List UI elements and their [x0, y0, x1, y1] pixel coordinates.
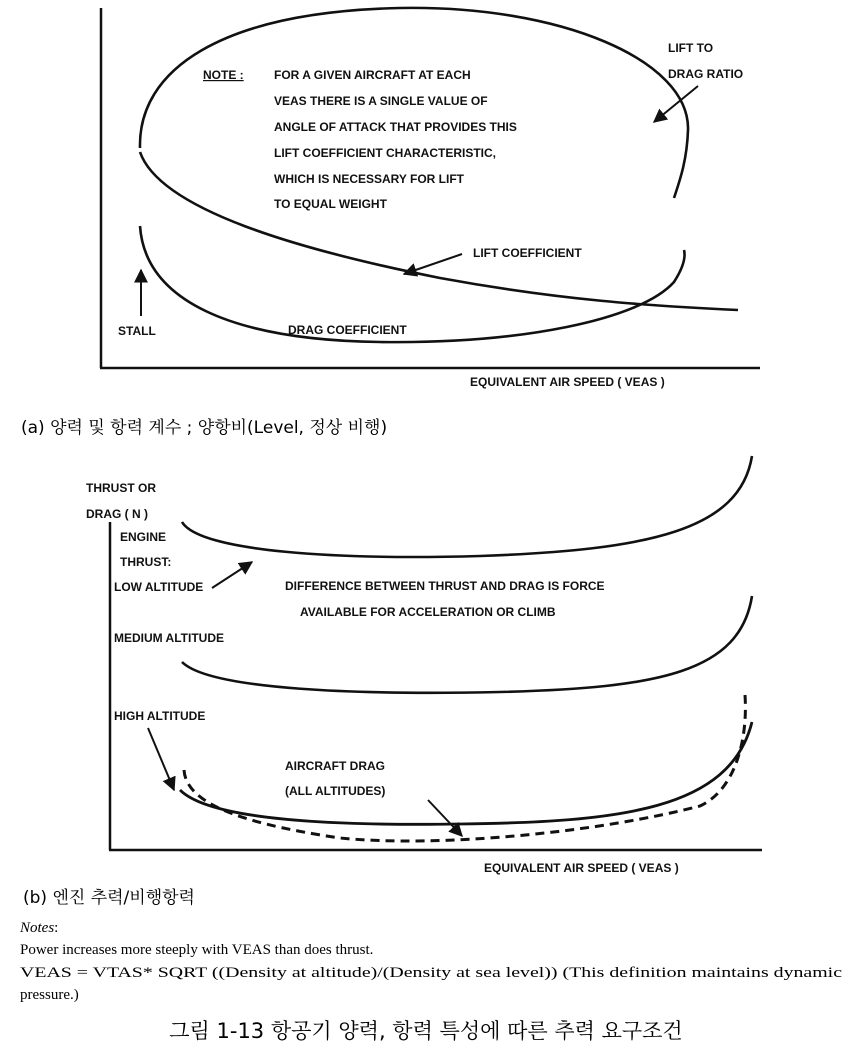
- diagram-a-x-label: EQUIVALENT AIR SPEED ( VEAS ): [470, 375, 665, 389]
- note-line-5: WHICH IS NECESSARY FOR LIFT: [274, 172, 465, 186]
- low-altitude-thrust-curve: [182, 456, 752, 557]
- low-altitude-label: LOW ALTITUDE: [114, 580, 204, 594]
- aircraft-drag-arrow: [428, 800, 462, 836]
- notes-line-3: pressure.): [20, 987, 79, 1003]
- note-line-6: TO EQUAL WEIGHT: [274, 197, 387, 211]
- engine-thrust-label-1: ENGINE: [120, 530, 167, 544]
- note-line-3: ANGLE OF ATTACK THAT PROVIDES THIS: [274, 120, 517, 134]
- diagram-b-y-label-1: THRUST OR: [86, 481, 156, 495]
- engine-thrust-label-2: THRUST:: [120, 555, 172, 569]
- high-altitude-arrow: [148, 728, 174, 790]
- ld-ratio-label-2: DRAG RATIO: [668, 67, 744, 81]
- stall-label: STALL: [118, 324, 156, 338]
- note-line-4: LIFT COEFFICIENT CHARACTERISTIC,: [274, 146, 496, 160]
- diagram-b-x-label: EQUIVALENT AIR SPEED ( VEAS ): [484, 861, 679, 875]
- diagram-a: [21, 8, 760, 438]
- notes-line-2: VEAS = VTAS* SQRT ((Density at altitude)/(Density at sea level)) (This definition maintains dynamic: [20, 965, 843, 981]
- note-line-2: VEAS THERE IS A SINGLE VALUE OF: [274, 94, 488, 108]
- drag-coefficient-label: DRAG COEFFICIENT: [288, 323, 407, 337]
- notes-line-1: Power increases more steeply with VEAS than does thrust.: [20, 942, 374, 958]
- diagram-b-caption: (b) 엔진 추력/비행항력: [23, 888, 195, 908]
- note-heading: NOTE :: [203, 68, 244, 82]
- figure-title: 그림 1-13 항공기 양력, 항력 특성에 따른 추력 요구조건: [169, 1019, 683, 1043]
- drag-coefficient-curve: [140, 226, 685, 342]
- diagram-b: [23, 456, 762, 908]
- difference-label-2: AVAILABLE FOR ACCELERATION OR CLIMB: [300, 605, 556, 619]
- aircraft-drag-curve: [184, 695, 745, 841]
- aircraft-drag-label-1: AIRCRAFT DRAG: [285, 759, 385, 773]
- high-altitude-thrust-curve: [180, 722, 752, 824]
- diagram-b-y-label-2: DRAG ( N ): [86, 507, 148, 521]
- lift-coefficient-label: LIFT COEFFICIENT: [473, 246, 582, 260]
- diagram-a-caption: (a) 양력 및 항력 계수 ; 양항비(Level, 정상 비행): [21, 418, 388, 438]
- lift-coefficient-arrow: [404, 254, 462, 274]
- aircraft-drag-label-2: (ALL ALTITUDES): [285, 784, 386, 798]
- notes-heading-line: [19, 920, 58, 936]
- notes-block: [19, 920, 842, 1003]
- notes-heading-colon: :: [54, 920, 59, 936]
- low-altitude-arrow: [212, 562, 252, 588]
- difference-label-1: DIFFERENCE BETWEEN THRUST AND DRAG IS FORCE: [285, 579, 605, 593]
- medium-altitude-label: MEDIUM ALTITUDE: [114, 631, 224, 645]
- notes-heading: Notes: [20, 920, 55, 936]
- note-line-1: FOR A GIVEN AIRCRAFT AT EACH: [274, 68, 471, 82]
- high-altitude-label: HIGH ALTITUDE: [114, 709, 206, 723]
- ld-ratio-label-1: LIFT TO: [668, 41, 714, 55]
